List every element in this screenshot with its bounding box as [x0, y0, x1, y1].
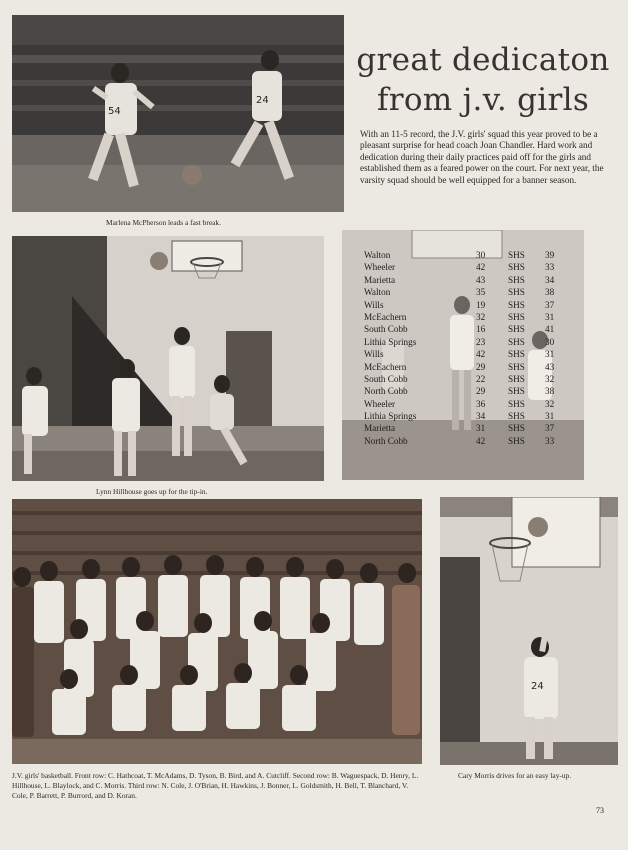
svg-text:24: 24 — [256, 95, 269, 106]
score-school: SHS — [508, 398, 525, 409]
score-opponent: Lithia Springs — [364, 411, 417, 422]
score-opponent-points: 42 — [476, 349, 486, 360]
score-school-points: 39 — [545, 250, 555, 260]
score-opponent-points: 29 — [476, 386, 486, 397]
score-opponent: McEachern — [364, 361, 407, 372]
score-row — [364, 373, 575, 385]
score-row — [364, 274, 575, 286]
score-school-points: 41 — [545, 324, 555, 335]
photo-tip-in-image — [12, 236, 324, 481]
caption-lay-up: Cary Morris drives for an easy lay-up. — [458, 771, 572, 780]
score-school-points: 30 — [545, 336, 555, 347]
photo-fast-break-image — [12, 15, 344, 212]
photo-fast-break — [12, 15, 344, 212]
score-row — [364, 361, 575, 373]
score-opponent: McEachern — [364, 311, 407, 322]
photo-lay-up — [440, 497, 618, 765]
score-school: SHS — [508, 311, 525, 322]
score-opponent-points: 32 — [476, 311, 486, 322]
page-number: 73 — [596, 806, 604, 815]
score-opponent: Walton — [364, 250, 391, 260]
score-school-points: 37 — [545, 299, 555, 310]
score-opponent: Wills — [364, 349, 384, 360]
score-row — [364, 311, 575, 323]
score-opponent: Wheeler — [364, 398, 396, 409]
score-school: SHS — [508, 287, 525, 298]
score-school: SHS — [508, 386, 525, 397]
score-row — [364, 336, 575, 348]
score-row — [364, 299, 575, 311]
caption-tip-in: Lynn Hillhouse goes up for the tip-in. — [96, 487, 208, 496]
score-opponent-points: 29 — [476, 361, 486, 372]
score-opponent-points: 23 — [476, 336, 486, 347]
score-opponent: North Cobb — [364, 435, 408, 446]
score-school: SHS — [508, 373, 525, 384]
headline-line-1: great dedicaton — [356, 42, 610, 78]
score-row — [364, 286, 575, 298]
score-school: SHS — [508, 299, 525, 310]
score-school-points: 32 — [545, 373, 555, 384]
score-opponent: Marietta — [364, 423, 396, 434]
score-school-points: 33 — [545, 262, 555, 273]
score-row — [364, 348, 575, 360]
score-school-points: 31 — [545, 349, 555, 360]
score-school: SHS — [508, 274, 525, 285]
score-opponent-points: 19 — [476, 299, 486, 310]
score-school-points: 33 — [545, 435, 555, 446]
score-school: SHS — [508, 435, 525, 446]
score-row — [364, 435, 575, 447]
score-school: SHS — [508, 336, 525, 347]
photo-tip-in — [12, 236, 324, 481]
score-opponent-points: 22 — [476, 373, 486, 384]
score-school: SHS — [508, 324, 525, 335]
score-school-points: 31 — [545, 411, 555, 422]
headline-line-2: from j.v. girls — [376, 82, 590, 118]
score-school: SHS — [508, 423, 525, 434]
score-opponent: Marietta — [364, 274, 396, 285]
score-opponent-points: 36 — [476, 398, 486, 409]
score-school: SHS — [508, 411, 525, 422]
score-row — [364, 323, 575, 335]
score-row — [364, 261, 575, 273]
caption-fast-break: Marlena McPherson leads a fast break. — [106, 218, 221, 227]
headline — [342, 40, 624, 120]
score-school: SHS — [508, 361, 525, 372]
article-body: With an 11-5 record, the J.V. girls' squad this year proved to be a pleasant surprise for head coach Joan Chandler. Hard work and dedication during their daily practices paid off for the girls and established them as a feared power on the court. For next year, the varsity squad should be well equipped for a banner season. — [360, 129, 604, 185]
score-school: SHS — [508, 262, 525, 273]
svg-text:54: 54 — [108, 106, 121, 117]
score-row — [364, 410, 575, 422]
score-school: SHS — [508, 250, 525, 260]
score-row — [364, 398, 575, 410]
score-row — [364, 385, 575, 397]
score-opponent-points: 42 — [476, 262, 486, 273]
photo-team-image — [12, 499, 422, 764]
score-opponent: Lithia Springs — [364, 336, 417, 347]
score-school-points: 31 — [545, 311, 555, 322]
score-row — [364, 422, 575, 434]
score-school-points: 43 — [545, 361, 555, 372]
score-opponent: Wills — [364, 299, 384, 310]
score-school-points: 32 — [545, 398, 555, 409]
score-school-points: 38 — [545, 287, 555, 298]
score-school: SHS — [508, 349, 525, 360]
score-school-points: 38 — [545, 386, 555, 397]
score-row — [364, 249, 575, 261]
score-school-points: 34 — [545, 274, 555, 285]
score-opponent: South Cobb — [364, 373, 408, 384]
score-table — [364, 249, 575, 447]
score-opponent: Walton — [364, 287, 391, 298]
score-opponent: Wheeler — [364, 262, 396, 273]
score-opponent-points: 43 — [476, 274, 486, 285]
score-opponent: South Cobb — [364, 324, 408, 335]
score-opponent: North Cobb — [364, 386, 408, 397]
score-opponent-points: 34 — [476, 411, 486, 422]
score-opponent-points: 16 — [476, 324, 486, 335]
photo-team — [12, 499, 422, 764]
score-opponent-points: 42 — [476, 435, 486, 446]
score-opponent-points: 35 — [476, 287, 486, 298]
photo-lay-up-image — [440, 497, 618, 765]
score-opponent-points: 30 — [476, 250, 486, 260]
caption-team: J.V. girls' basketball. Front row: C. Hathcoat, T. McAdams, D. Tyson, B. Bird, and A. Cutcliff. Second row: B. Waguespack, D. Henry, L. Hillhouse, L. Blaylock, and C. Morris. Third row: N. Cole, J. O'Brian, H. Hawkins, J. Bonner, L. Goldsmith, H. Bell, T. Blanchard, V. Cole, P. Barrett, P. Burrord, and D. Koran. — [12, 771, 419, 800]
svg-text:24: 24 — [531, 681, 544, 692]
score-school-points: 37 — [545, 423, 555, 434]
score-opponent-points: 31 — [476, 423, 486, 434]
